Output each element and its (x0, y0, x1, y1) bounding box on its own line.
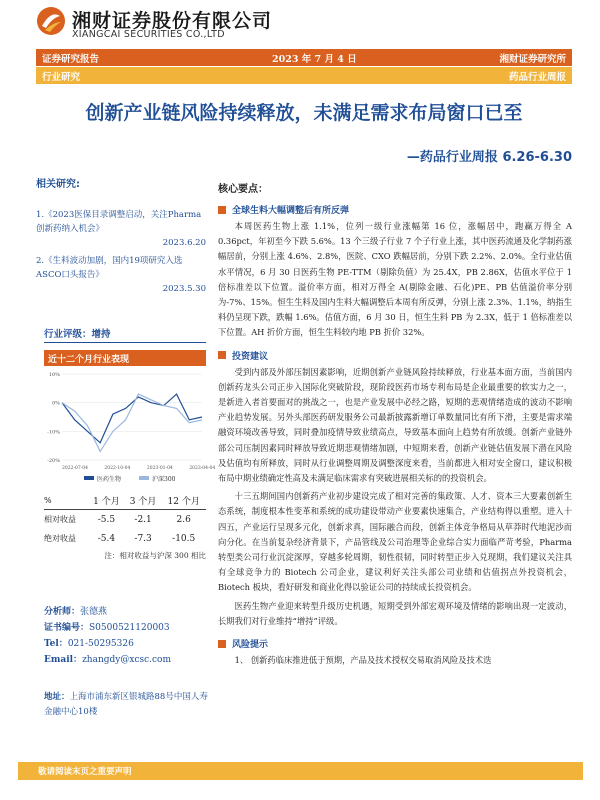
section-heading: 全球生料大幅调整后有所反弹 (218, 203, 572, 216)
report-info-bar (36, 49, 572, 66)
related-research-date: 2023.5.30 (162, 284, 206, 294)
address-label: 地址： (44, 692, 70, 702)
performance-chart (44, 368, 216, 488)
address-block (44, 690, 209, 720)
legend-swatch-csi300 (139, 476, 149, 480)
key-points-heading: 核心要点： (218, 184, 268, 195)
paragraph: 1、 创新药临床推进低于预期，产品及技术授权交易取消风险及技术迭 (234, 655, 492, 666)
main-content (218, 180, 572, 668)
cell: -2.1 (134, 514, 152, 525)
table-header: 12 个月 (161, 492, 206, 510)
report-type: 证券研究报告 (42, 54, 100, 65)
sidebar (36, 175, 206, 300)
report-header (0, 0, 600, 48)
y-tick-label: 10% (48, 372, 60, 378)
legend-swatch-pharma (84, 476, 94, 480)
x-tick-label: 2023-04-04 (189, 466, 216, 471)
institute-name: 湘财证券研究所 (499, 54, 566, 65)
table-header: 1 个月 (88, 492, 125, 510)
report-date: 2023 年 7 月 4 日 (272, 54, 357, 65)
bullet-square-icon (218, 640, 226, 648)
company-logo-icon (36, 6, 66, 36)
table-header: % (44, 492, 88, 510)
paragraph: 医药生物产业迎来转型升级历史机遇，短期受到外部宏观环境及情绪的影响出现一定波动，长期我们对行业维持“增持”评级。 (218, 600, 572, 626)
analyst-label: 分析师： (44, 607, 81, 617)
footer (18, 762, 583, 780)
research-type: 行业研究 (42, 72, 81, 83)
paragraph: 受到内部及外部压制因素影响，近期创新产业链风险持续释放，行业基本面方面，当前国内创新药龙头公司正步入国际化突破阶段，现阶段医药市场专利布局是企业最重要的软实力之一，是新进入者首要面对的挑战之一，也是产业发展中必经之路，短期的悲观情绪造成的波动不影响产业趋势发展。另外头部医药研发服务公司最新披露新增订单数量同比有所下滑，主要是需求端融资环境改善导致，同时叠加疫情导致业绩高点，导致基本面向上趋势有所放缓。创新产业链外部公司压制因素同时释放导致近期悲观情绪加剧，中短期来看，创新产业链估值发展下潜在风险及估值均有所释放，同时从行业调整周期及调整深度来看，当前都进入相对安全窗口，建议积极布局中期业绩确定性高及未满足临床需求有突破进展相关标的的投资机会。 (218, 366, 572, 484)
divider (44, 342, 206, 343)
industry-rating: 行业评级：增持 (44, 329, 111, 340)
cell: -7.3 (134, 533, 152, 544)
email-link[interactable]: zhangdy@xcsc.com (82, 655, 171, 665)
table-note: 注：相对收益与沪深 300 相比 (104, 551, 206, 560)
table-row (44, 529, 206, 548)
email-label: Email： (44, 655, 83, 665)
report-category-bar (36, 67, 572, 84)
series-line-pharma (62, 394, 202, 443)
cell: 2.6 (176, 514, 191, 525)
x-tick-label: 2022-10-04 (104, 466, 131, 471)
y-tick-label: -10% (47, 429, 60, 436)
cert-label: 证书编号： (44, 623, 90, 633)
legend-label-pharma: 医药生物 (97, 476, 122, 483)
section-heading: 风险提示 (218, 637, 572, 650)
chart-title: 近十二个月行业表现 (44, 350, 206, 366)
related-research-date: 2023.6.20 (162, 238, 206, 248)
related-research-text: 1.《2023医保目录调整启动，关注Pharma创新药纳入机会》 (36, 210, 202, 234)
related-research-text: 2.《生料波动加剧，国内19项研究入选ASCO口头报告》 (36, 256, 183, 280)
cell: -5.5 (97, 514, 116, 525)
y-tick-label: -20% (47, 458, 60, 464)
x-tick-label: 2022-07-04 (62, 466, 88, 471)
table-header: 3 个月 (125, 492, 162, 510)
legend-label-csi300: 沪深300 (152, 476, 176, 483)
report-subtitle: —药品行业周报 6.26-6.30 (406, 150, 572, 165)
cell: -5.4 (97, 533, 116, 544)
bullet-square-icon (218, 351, 226, 359)
analyst-info (44, 604, 209, 668)
cert-number: S0500521120003 (89, 623, 170, 633)
x-tick-label: 2023-01-04 (146, 466, 173, 471)
bullet-square-icon (218, 206, 226, 214)
related-research-list (36, 208, 206, 296)
related-research-item[interactable] (36, 208, 206, 250)
analyst-name: 张德燕 (80, 607, 108, 617)
related-research-item[interactable] (36, 254, 206, 296)
row-label: 相对收益 (44, 515, 76, 524)
paragraph: 十三五期间国内创新药产业初步建设完成了相对完善的集政策、人才、资本三大要素创新生态系统，制度根本性变革和系统的成功建设带动产业要素快速集合，产业结构得以重塑。进入十四五，产业运行呈现多元化，创新求真，国际融合而段，创新主体竞争格局从草莽时代地泥沙而向分化。在当前复杂经济背景下，产品管线及公司治理等企业综合实力面临严苛考验，Pharma 转型类公司行业沉淀深厚，穿越多轮周期，韧性很韧，同时转型正步入兑现期，我们建议关注具有全球竞争力的 Biotech 公司企业，建议利好关注头部公司业绩和估值拐点外投资机会，Biotech 板块，看好研发和商业化得以验证公司的持续成长投资机会。 (218, 491, 572, 593)
report-title: 创新产业链风险持续释放，未满足需求布局窗口已至 (85, 102, 523, 124)
y-tick-label: 0% (52, 400, 60, 407)
paragraph: 本周医药生物上涨 1.1%，位列一级行业涨幅第 16 位，涨幅居中，跑赢万得全 A 0.36pct，年初至今下跌 5.6%。13 个三级子行业 7 个子行业上涨，其中医药流通及化学制药涨幅居前，分别上涨 4.6%、2.8%，医院、CXO 跌幅居前，分别下跌 2.2%、2.0%。全行业估值水平情况，6 月 30 日医药生物 PE-TTM（剔除负值）为 25.4X，PB 2.86X，估值水平位于 1 倍标准差以下位置。溢价率方面，相对万得全 A(剔除金融、石化)PE、PB 估值溢价率分别为-7%、15%。恒生生料及国内生料大幅调整后本周有所反弹，分别上涨 2.3%、1.1%，纳指生料仍呈现下跌，跌幅 1.6%。估值方面，6 月 30 日，恒生生料 PB 为 2.3X，低于 1 倍标准差以下位置。AH 折价方面，恒生生料较内地 PB 折价 32%。 (218, 221, 572, 338)
table-row (44, 510, 206, 530)
company-name-cn: 湘财证券股份有限公司 (72, 10, 273, 32)
report-series: 药品行业周报 (508, 72, 566, 83)
tel-label: Tel： (44, 639, 68, 649)
row-label: 绝对收益 (44, 534, 76, 543)
address-text: 上海市浦东新区银城路88号中国人寿金融中心10楼 (44, 692, 208, 717)
section-heading: 投资建议 (218, 349, 572, 362)
related-research-label: 相关研究: (36, 179, 80, 190)
company-name-en: XIANGCAI SECURITIES CO.,LTD (72, 29, 225, 40)
cell: -10.5 (172, 533, 196, 544)
footer-disclaimer: 敬请阅读末页之重要声明 (38, 767, 132, 777)
performance-table (44, 492, 206, 561)
tel-number: 021-50295326 (67, 639, 134, 649)
